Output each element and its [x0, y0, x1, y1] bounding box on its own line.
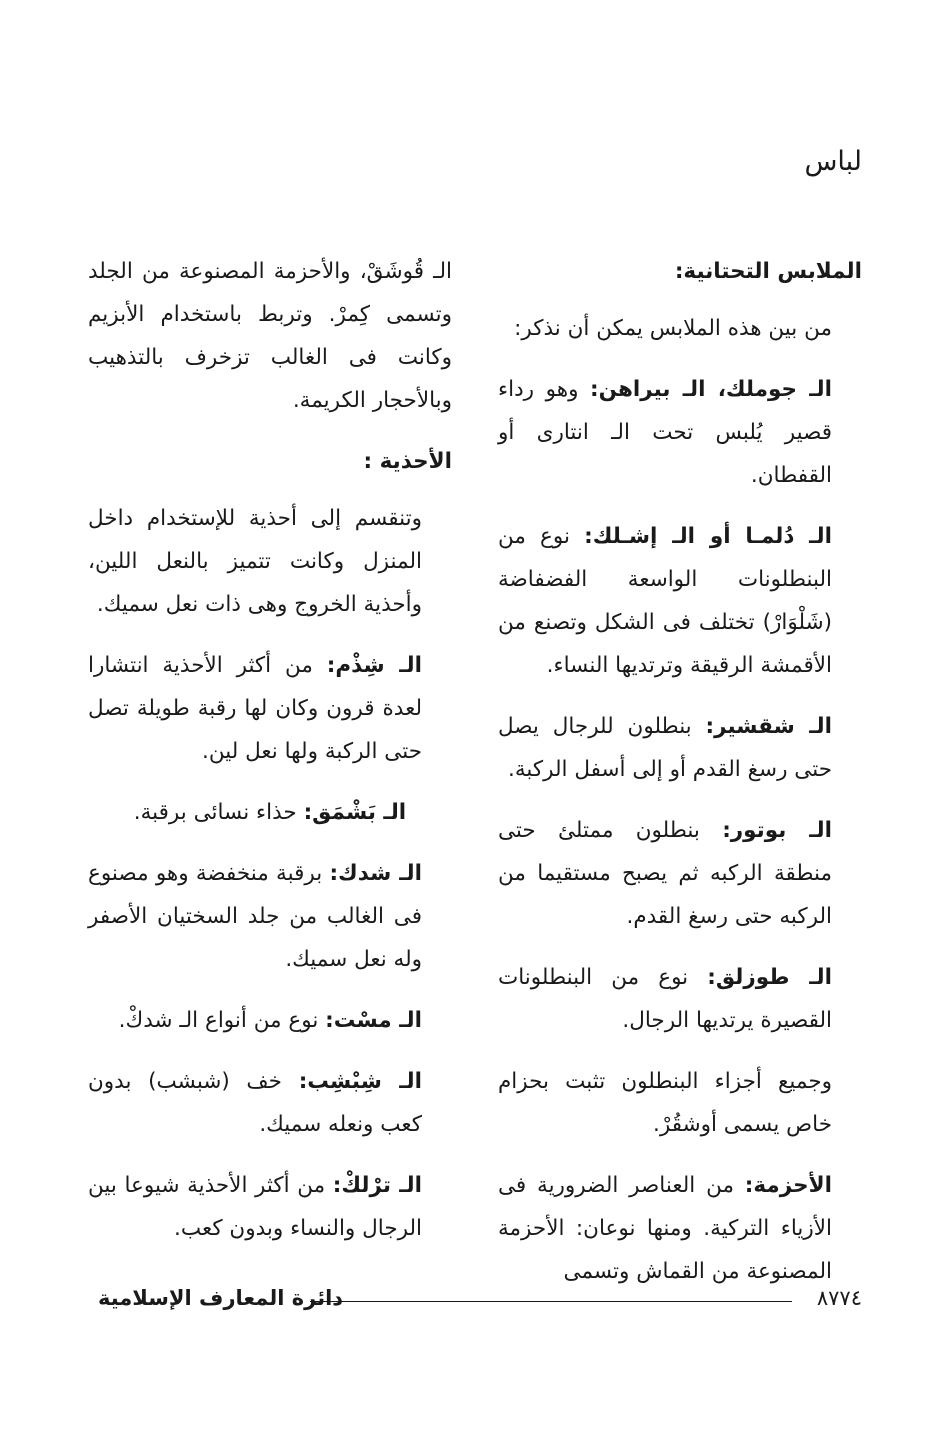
- entry-text: بنطلون للرجال يصل حتى رسغ القدم أو إلى أسفل الركبة.: [498, 714, 832, 782]
- entry-text: برقبة منخفضة وهو مصنوع فى الغالب من جلد السختيان الأصفر وله نعل سميك.: [88, 861, 422, 972]
- entry-butur: [498, 809, 862, 938]
- entry-text: من العناصر الضرورية فى الأزياء التركية. ومنها نوعان: الأحزمة المصنوعة من القماش وتسمى: [498, 1173, 832, 1284]
- entry-term: الـ دُلمـا أو الـ إشـلك:: [584, 524, 832, 549]
- entry-bashmaq: [88, 791, 452, 834]
- footer-rule: [310, 1301, 792, 1302]
- entry-shidhm: [88, 644, 452, 773]
- left-column: [88, 250, 452, 1268]
- entry-text: نوع من البنطلونات الواسعة الفضفاضة (شَلْوَارْ) تختلف فى الشكل وتصنع من الأقمشة الرقيقة وترتديها النساء.: [498, 524, 832, 678]
- entry-term: الـ مسْت:: [325, 1008, 422, 1033]
- entry-term: الـ شقشير:: [705, 714, 832, 739]
- shoes-intro: وتنقسم إلى أحذية للإستخدام داخل المنزل وكانت تتميز بالنعل اللين، وأحذية الخروج وهى ذات نعل سميك.: [88, 506, 422, 617]
- entry-term: الـ طوزلق:: [707, 965, 832, 990]
- entry-belts: [498, 1164, 862, 1293]
- entry-jumlak: [498, 368, 862, 497]
- page-footer: [98, 1286, 862, 1326]
- entry-term: الـ جوملك، الـ بيراهن:: [590, 377, 832, 402]
- entry-tozlaq: [498, 956, 862, 1042]
- entry-term: الـ شِذْم:: [326, 653, 422, 678]
- entry-term: الـ شِبْشِب:: [298, 1069, 422, 1094]
- entry-mast: [88, 999, 452, 1042]
- entry-text: حذاء نسائى برقبة.: [133, 800, 304, 825]
- entry-shadak: [88, 852, 452, 981]
- entry-text: من أكثر الأحذية انتشارا لعدة قرون وكان لها رقبة طويلة تصل حتى الركبة ولها نعل لين.: [88, 653, 422, 764]
- entry-text: نوع من البنطلونات القصيرة يرتديها الرجال.: [498, 965, 832, 1033]
- entry-term: الـ ترْلكْ:: [332, 1173, 422, 1198]
- entry-term: الأحزمة:: [744, 1173, 832, 1198]
- entry-text: وهو رداء قصير يُلبس تحت الـ انتارى أو القفطان.: [498, 377, 832, 488]
- entry-text: بنطلون ممتلئ حتى منطقة الركبه ثم يصبح مستقيما من الركبه حتى رسغ القدم.: [498, 818, 832, 929]
- entry-shaqshir: [498, 705, 862, 791]
- entry-text: من أكثر الأحذية شيوعا بين الرجال والنساء وبدون كعب.: [88, 1173, 422, 1241]
- page-number: ٨٧٧٤: [816, 1286, 862, 1310]
- entry-dulma: [498, 515, 862, 687]
- entry-term: الـ شدك:: [329, 861, 422, 886]
- right-column: [498, 250, 862, 1311]
- entry-text: خف (شبشب) بدون كعب ونعله سميك.: [88, 1069, 422, 1137]
- belt-note: وجميع أجزاء البنطلون تثبت بحزام خاص يسمى أوشقُرْ.: [498, 1069, 832, 1137]
- shoes-heading: الأحذية :: [363, 449, 452, 474]
- entry-terlik: [88, 1164, 452, 1250]
- publication-title: دائرة المعارف الإسلامية: [98, 1286, 344, 1310]
- entry-text: نوع من أنواع الـ شدكْ.: [118, 1008, 326, 1033]
- belts-continuation: الـ قُوشَقْ، والأحزمة المصنوعة من الجلد وتسمى كِمرْ. وتربط باستخدام الأبزيم وكانت فى الغالب تزخرف بالتذهيب وبالأحجار الكريمة.: [88, 259, 452, 413]
- page-header-title: لباس: [804, 146, 862, 177]
- entry-term: الـ بوتور:: [722, 818, 833, 843]
- underclothes-intro: من بين هذه الملابس يمكن أن نذكر:: [514, 316, 832, 341]
- entry-term: الـ بَشْمَق:: [303, 800, 407, 825]
- entry-shibshib: [88, 1060, 452, 1146]
- underclothes-heading: الملابس التحتانية:: [674, 259, 862, 284]
